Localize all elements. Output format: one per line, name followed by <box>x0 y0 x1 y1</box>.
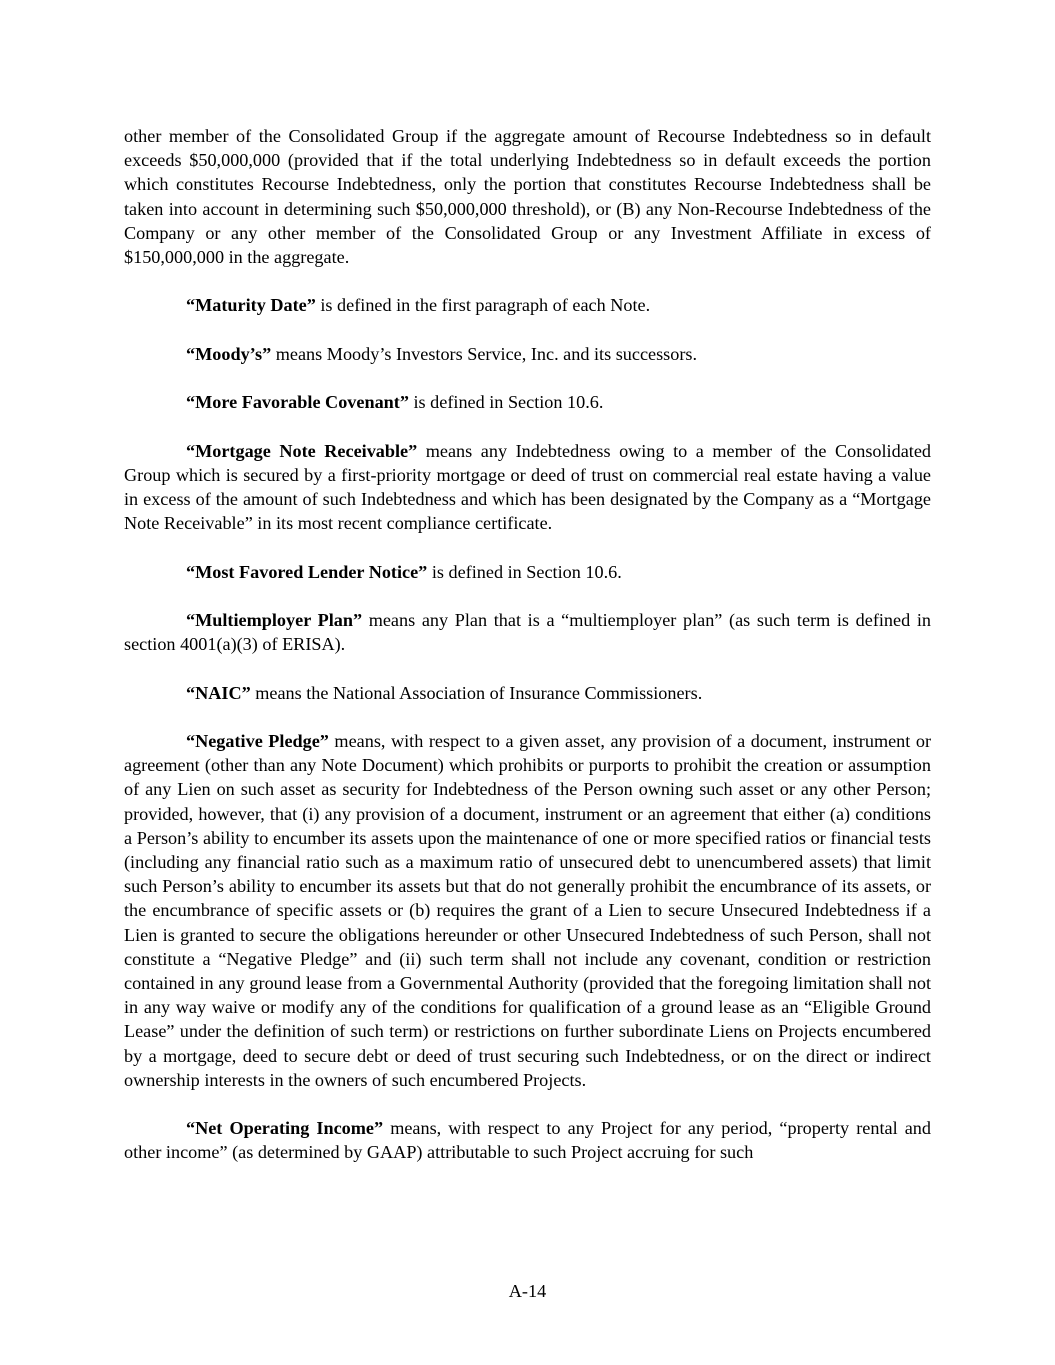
defined-term: “Negative Pledge” <box>186 730 329 751</box>
definition-more-favorable-covenant <box>124 390 931 414</box>
definition-text: means any Indebtedness owing to a member of the Consolidated Group which is secured by a first-priority mortgage or deed of trust on commercial real estate having a value in excess of the amount of such Indebtedness and which has been designated by the Company as a “Mortgage Note Receivable” in its most recent compliance certificate. <box>124 440 931 534</box>
definition-maturity-date <box>124 293 931 317</box>
definition-most-favored-lender-notice <box>124 560 931 584</box>
definition-multiemployer-plan <box>124 608 931 656</box>
definition-text: is defined in Section 10.6. <box>408 392 604 413</box>
page-number: A-14 <box>508 1281 547 1301</box>
definition-text: means Moody’s Investors Service, Inc. and its successors. <box>271 343 698 364</box>
definition-net-operating-income <box>124 1116 931 1164</box>
continuation-paragraph <box>124 124 931 269</box>
defined-term: “Multiemployer Plan” <box>186 609 363 630</box>
definition-naic <box>124 681 931 705</box>
definition-text: means, with respect to any Project for any period, “property rental and other income” (as determined by GAAP) attributable to such Project accruing for such <box>124 1118 931 1163</box>
defined-term: “More Favorable Covenant” <box>186 392 409 413</box>
defined-term: “Moody’s” <box>186 343 272 364</box>
defined-term: “Most Favored Lender Notice” <box>186 561 428 582</box>
definition-text: is defined in the first paragraph of each Note. <box>315 295 651 316</box>
definition-negative-pledge <box>124 729 931 1092</box>
defined-term: “Mortgage Note Receivable” <box>186 440 418 461</box>
paragraph-text: other member of the Consolidated Group if the aggregate amount of Recourse Indebtedness so in default exceeds $50,000,000 (provided that if the total underlying Indebtedness so in default exceeds the portion which constitutes Recourse Indebtedness, only the portion that constitutes Recourse Indebtedness shall be taken into account in determining such $50,000,000 threshold), or (B) any Non-Recourse Indebtedness of the Company or any other member of the Consolidated Group or any Investment Affiliate in excess of $150,000,000 in the aggregate. <box>124 126 931 268</box>
definition-text: means, with respect to a given asset, any provision of a document, instrument or agreement (other than any Note Document) which prohibits or purports to prohibit the creation or assumption of any Lien on such asset as security for Indebtedness of the Person owning such asset or any other Person; provided, however, that (i) any provision of a document, instrument or an agreement that either (a) conditions a Person’s ability to encumber its assets upon the maintenance of one or more specified ratios or financial tests (including any financial ratio such as a maximum ratio of unsecured debt to unencumbered assets) that limit such Person’s ability to encumber its assets but that do not generally prohibit the encumbrance of its assets, or the encumbrance of specific assets or (b) requires the grant of a Lien to secure Unsecured Indebtedness if a Lien is granted to secure the obligations hereunder or other Unsecured Indebtedness of such Person, shall not constitute a “Negative Pledge” and (ii) such term shall not include any covenant, condition or restriction contained in any ground lease from a Governmental Authority (provided that the foregoing limitation shall not in any way waive or modify any of the conditions for qualification of a ground lease as an “Eligible Ground Lease” under the definition of such term) or restrictions on further subordinate Liens on Projects encumbered by a mortgage, deed to secure debt or deed of trust securing such Indebtedness, or on the direct or indirect ownership interests in the owners of such encumbered Projects. <box>124 730 932 1090</box>
definition-mortgage-note-receivable <box>124 439 931 536</box>
defined-term: “Maturity Date” <box>186 295 316 316</box>
definition-text: means any Plan that is a “multiemployer plan” (as such term is defined in section 4001(a)(3) of ERISA). <box>124 609 931 655</box>
definition-moodys <box>124 342 931 366</box>
definition-text: is defined in Section 10.6. <box>427 561 622 582</box>
defined-term: “Net Operating Income” <box>186 1118 384 1139</box>
definition-text: means the National Association of Insurance Commissioners. <box>250 682 703 703</box>
document-page <box>124 124 931 1189</box>
defined-term: “NAIC” <box>186 682 251 703</box>
